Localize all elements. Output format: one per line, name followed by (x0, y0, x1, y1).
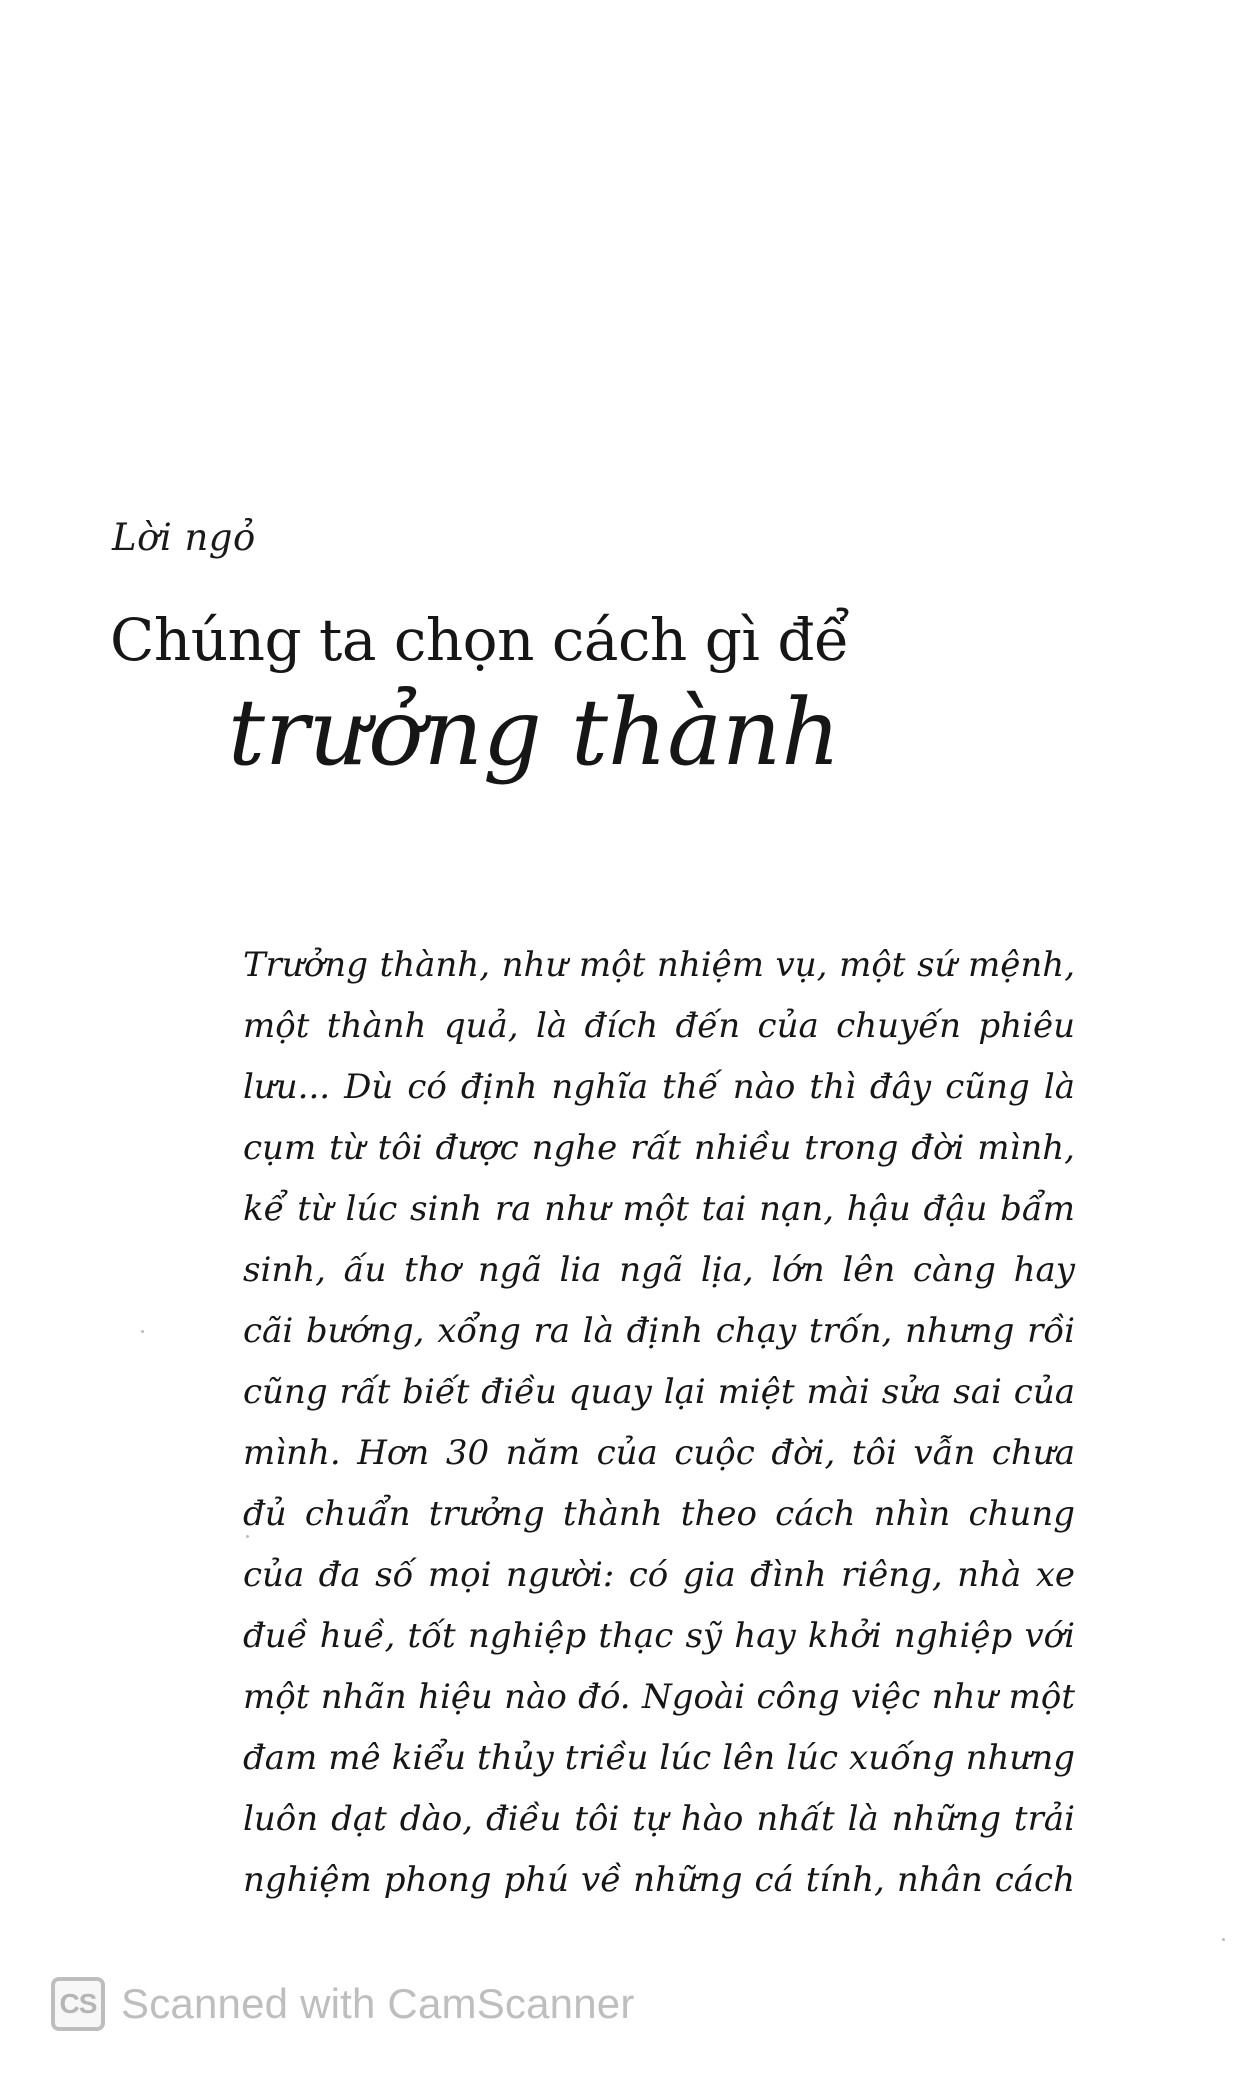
section-label: Lời ngỏ (112, 516, 256, 559)
body-line: kể từ lúc sinh ra như một tai nạn, hậu đậu bẩm (243, 1189, 1075, 1229)
body-line: nghiệm phong phú về những cá tính, nhân cách (243, 1860, 1075, 1900)
camscanner-logo-icon (51, 1977, 105, 2031)
body-line: một nhãn hiệu nào đó. Ngoài công việc như một (243, 1677, 1075, 1717)
body-line: một thành quả, là đích đến của chuyến phiêu (243, 1006, 1075, 1046)
body-paragraph (243, 935, 1075, 1911)
body-line: cãi bướng, xổng ra là định chạy trốn, nhưng rồi (243, 1311, 1075, 1351)
body-line: cụm từ tôi được nghe rất nhiều trong đời mình, (243, 1128, 1075, 1168)
scan-speck (141, 1330, 144, 1333)
body-line: sinh, ấu thơ ngã lia ngã lịa, lớn lên càng hay (243, 1250, 1075, 1290)
body-line: cũng rất biết điều quay lại miệt mài sửa sai của (243, 1372, 1075, 1412)
body-line: lưu... Dù có định nghĩa thế nào thì đây cũng là (243, 1067, 1075, 1107)
watermark-text: Scanned with CamScanner (121, 1980, 635, 2027)
body-line: Trưởng thành, như một nhiệm vụ, một sứ mệnh, (243, 945, 1075, 985)
body-line: luôn dạt dào, điều tôi tự hào nhất là những trải (243, 1799, 1075, 1839)
camscanner-watermark (51, 1974, 635, 2034)
body-line: của đa số mọi người: có gia đình riêng, nhà xe (243, 1555, 1075, 1595)
scan-speck (246, 1535, 249, 1538)
body-line: đủ chuẩn trưởng thành theo cách nhìn chung (243, 1494, 1075, 1534)
body-line: mình. Hơn 30 năm của cuộc đời, tôi vẫn chưa (243, 1433, 1075, 1473)
body-line: đuề huề, tốt nghiệp thạc sỹ hay khởi nghiệp với (243, 1616, 1075, 1656)
scan-speck (1222, 1938, 1225, 1941)
camscanner-logo-text: CS (59, 1988, 97, 2019)
chapter-title-script-text: trưởng thành (228, 679, 841, 786)
body-line: đam mê kiểu thủy triều lúc lên lúc xuống nhưng (243, 1738, 1075, 1778)
chapter-title: Chúng ta chọn cách gì để (110, 606, 850, 674)
chapter-title-script (222, 678, 962, 808)
